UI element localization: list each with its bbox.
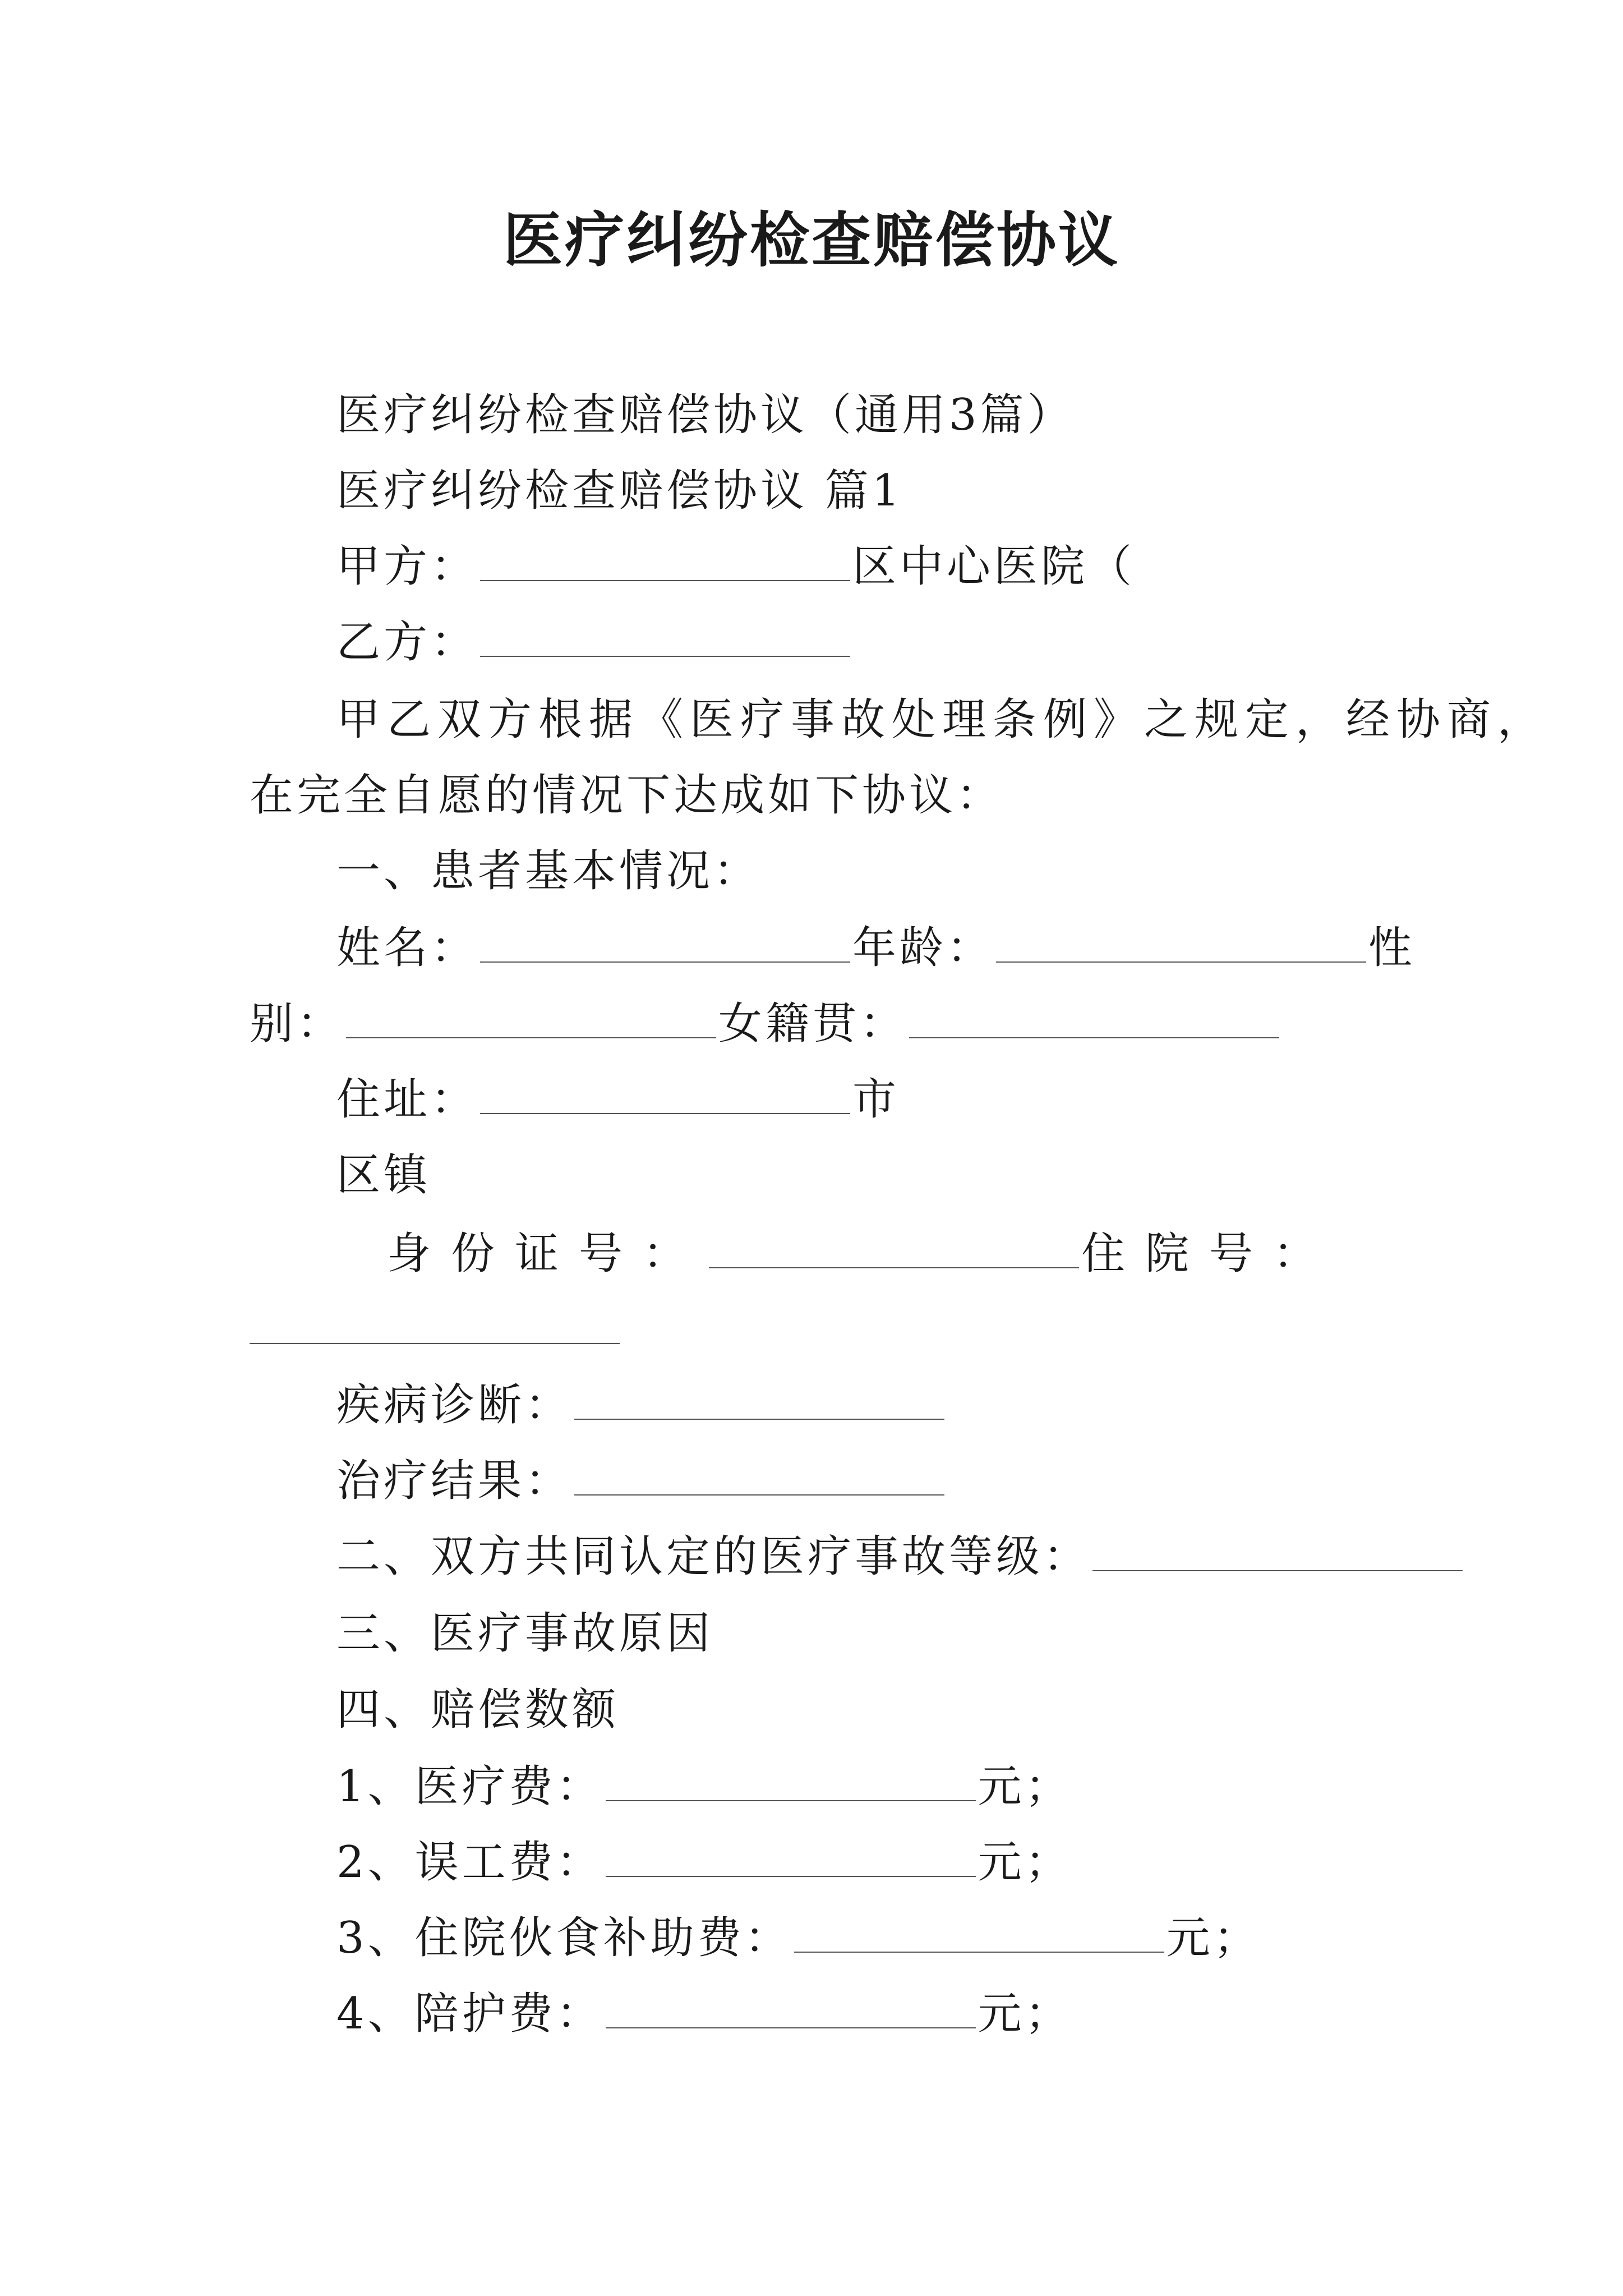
subtitle-text: 医疗纠纷检查赔偿协议（通用3篇） (336, 390, 1075, 440)
party-a-label: 甲方： (336, 541, 478, 592)
treatment-result-blank[interactable] (574, 1460, 944, 1496)
medical-fee-blank[interactable] (606, 1765, 976, 1801)
address-city: 市 (852, 1074, 900, 1125)
lost-wages-blank[interactable] (606, 1841, 976, 1877)
party-b-label: 乙方： (336, 617, 478, 668)
item-3-line (336, 1910, 1261, 1966)
gender-hometown-text: 女籍贯： (718, 999, 907, 1049)
gender-label-part1: 性 (1368, 923, 1416, 973)
address-line (336, 1071, 900, 1128)
gender-blank[interactable] (346, 1002, 716, 1038)
district-town-text: 区镇 (336, 1150, 431, 1200)
item-4-label: 4、陪护费： (336, 1989, 603, 2039)
name-label: 姓名： (336, 923, 478, 973)
gender-label-part2: 别： (250, 999, 344, 1049)
meal-subsidy-blank[interactable] (794, 1917, 1164, 1953)
address-blank[interactable] (480, 1078, 850, 1114)
section-heading-text: 医疗纠纷检查赔偿协议 篇1 (336, 466, 903, 516)
item-2-unit: 元； (978, 1837, 1072, 1888)
item-2-line (336, 1834, 1072, 1890)
item-3-label: 3、住院伙食补助费： (336, 1913, 792, 1963)
diagnosis-blank[interactable] (574, 1384, 944, 1420)
document-subtitle (336, 387, 1075, 443)
age-label: 年龄： (852, 923, 994, 973)
name-age-line (336, 920, 1415, 976)
diagnosis-line (336, 1377, 947, 1433)
section-three (336, 1605, 713, 1662)
treatment-result-label: 治疗结果： (336, 1456, 573, 1506)
name-blank[interactable] (480, 927, 850, 963)
section-one-text: 一、患者基本情况： (336, 846, 761, 896)
item-3-unit: 元； (1166, 1913, 1261, 1963)
hometown-blank[interactable] (909, 1002, 1279, 1038)
party-a-line (336, 539, 1135, 595)
admission-number-blank[interactable] (250, 1342, 620, 1344)
section-two-text: 二、双方共同认定的医疗事故等级： (336, 1531, 1091, 1582)
intro-line-2 (250, 767, 1003, 823)
intro-text-1: 甲乙双方根据《医疗事故处理条例》之规定，经协商， (336, 694, 1548, 745)
section-heading (336, 463, 903, 519)
item-4-line (336, 1986, 1072, 2042)
item-2-label: 2、误工费： (336, 1837, 603, 1888)
section-one (336, 843, 760, 899)
section-two-line (336, 1529, 1465, 1585)
section-three-text: 三、医疗事故原因 (336, 1608, 714, 1659)
party-a-blank[interactable] (480, 545, 850, 581)
id-number-blank[interactable] (709, 1232, 1079, 1268)
party-b-blank[interactable] (480, 621, 850, 657)
age-blank[interactable] (996, 927, 1366, 963)
nursing-fee-blank[interactable] (606, 1993, 976, 2028)
id-number-line (387, 1226, 1337, 1282)
item-1-label: 1、医疗费： (336, 1761, 603, 1812)
admission-number-label: 住院号： (1081, 1228, 1338, 1279)
diagnosis-label: 疾病诊断： (336, 1380, 573, 1430)
item-4-unit: 元； (978, 1989, 1072, 2039)
accident-level-blank[interactable] (1092, 1535, 1463, 1571)
district-town-line (336, 1147, 431, 1203)
intro-text-2: 在完全自愿的情况下达成如下协议： (250, 770, 1004, 821)
item-1-unit: 元； (978, 1761, 1072, 1812)
item-1-line (336, 1759, 1072, 1815)
section-four-text: 四、赔偿数额 (336, 1685, 620, 1735)
party-a-suffix: 区中心医院（ (852, 541, 1136, 592)
id-number-label: 身份证号： (387, 1228, 707, 1279)
section-four (336, 1682, 619, 1738)
address-label: 住址： (336, 1074, 478, 1125)
treatment-result-line (336, 1453, 947, 1509)
intro-line-1 (336, 692, 1548, 748)
party-b-line (336, 614, 852, 670)
gender-hometown-line (250, 996, 1281, 1052)
document-title: 医疗纠纷检查赔偿协议 (503, 205, 1120, 275)
